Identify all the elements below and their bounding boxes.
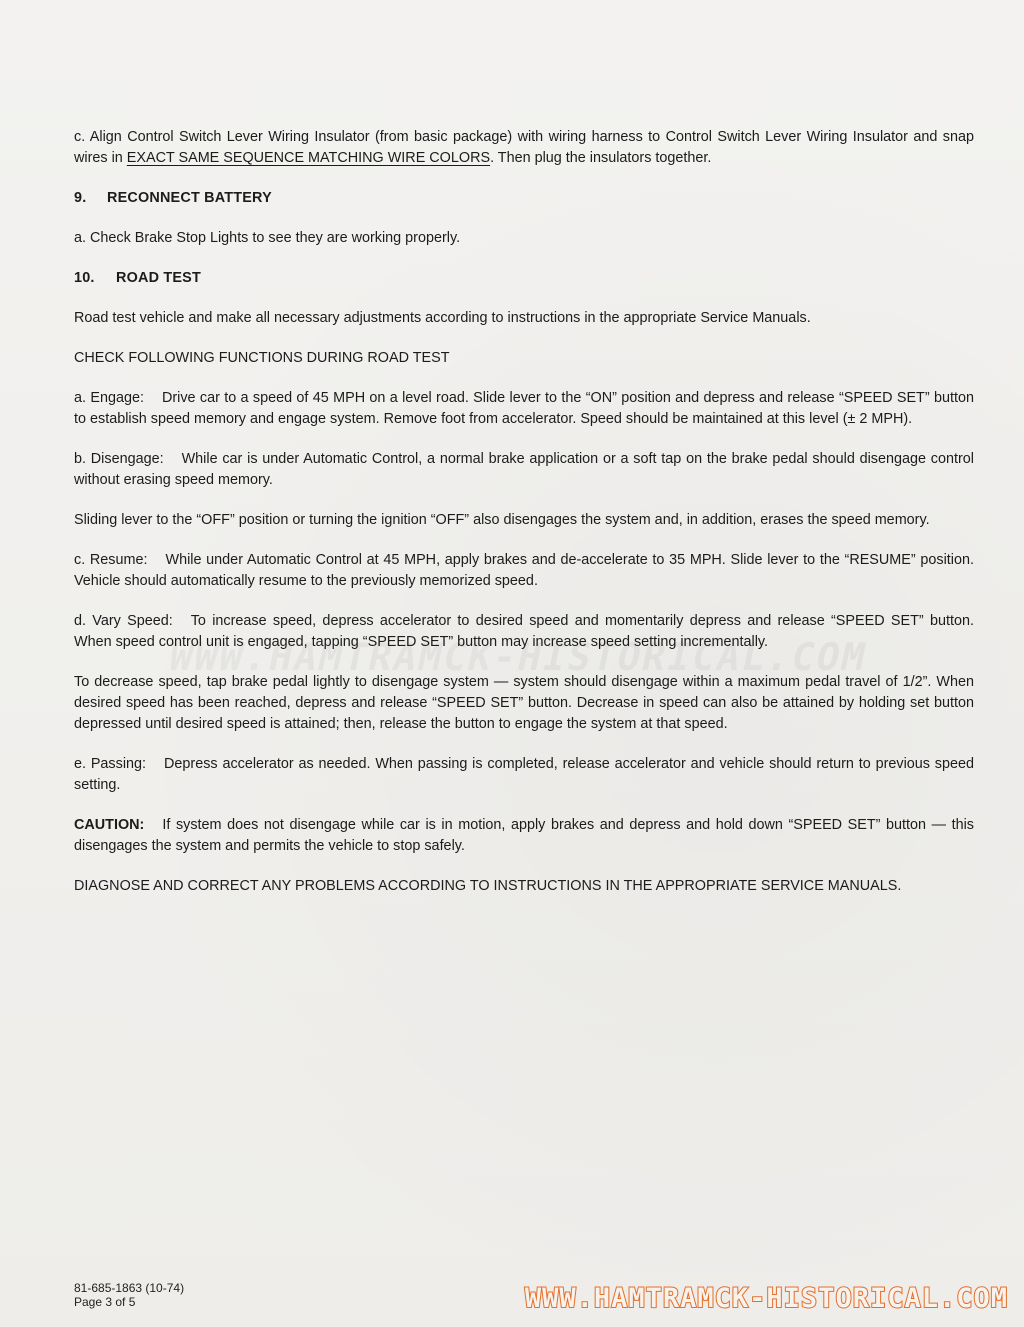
caution-text: If system does not disengage while car is in motion, apply brakes and depress and hold down “SPEED SET” button — this disengages the system and permits the vehicle to stop safely. [74,817,974,854]
engage-paragraph [74,388,974,430]
website-watermark: WWW.HAMTRAMCK-HISTORICAL.COM [524,1283,1008,1314]
section-10-number: 10. [74,270,95,286]
page-footer [74,1281,184,1309]
resume-paragraph [74,550,974,592]
decrease-speed-paragraph: To decrease speed, tap brake pedal lightly to disengage system — system should disengage within a maximum pedal travel of 1/2”. When desired speed has been reached, depress and release “SPEED SET” button. Decrease in speed can also be attained by holding set button depressed until desired speed is attained; then, release the button to engage the system at that speed. [74,674,974,732]
resume-text: While under Automatic Control at 45 MPH, apply brakes and de-accelerate to 35 MPH. Slide lever to the “RESUME” position. Vehicle should automatically resume to the previously memorized speed. [74,552,974,589]
section-9-number: 9. [74,190,87,206]
road-test-intro: Road test vehicle and make all necessary adjustments according to instructions in the appropriate Service Manuals. [74,310,811,326]
disengage-text: While car is under Automatic Control, a normal brake application or a soft tap on the brake pedal should disengage control without erasing speed memory. [74,451,974,488]
passing-label: e. Passing: [74,756,147,772]
step-c-paragraph [74,127,974,169]
section-9-title: RECONNECT BATTERY [107,190,272,206]
disengage-label: b. Disengage: [74,451,164,467]
caution-label: CAUTION: [74,817,145,833]
check-functions-heading: CHECK FOLLOWING FUNCTIONS DURING ROAD TEST [74,350,450,366]
section-9-heading [74,188,974,209]
passing-paragraph [74,754,974,796]
disengage-paragraph [74,449,974,491]
document-body [74,127,974,916]
document-number: 81-685-1863 (10-74) [74,1281,185,1295]
section-9-item-a: a. Check Brake Stop Lights to see they are working properly. [74,230,461,246]
step-c-text: c. Align Control Switch Lever Wiring Insulator (from basic package) with wiring harness to Control Switch Lever Wiring Insulator and snap wires in [74,129,974,166]
wire-colors-emphasis: EXACT SAME SEQUENCE MATCHING WIRE COLORS [126,150,491,166]
diagnose-paragraph: DIAGNOSE AND CORRECT ANY PROBLEMS ACCORDING TO INSTRUCTIONS IN THE APPROPRIATE SERVICE MANUALS. [74,878,902,894]
section-10-heading [74,268,974,289]
vary-speed-text: To increase speed, depress accelerator to desired speed and momentarily depress and release “SPEED SET” button. When speed control unit is engaged, tapping “SPEED SET” button may increase speed setting incrementally. [74,613,974,650]
vary-speed-paragraph [74,611,974,653]
sliding-lever-paragraph: Sliding lever to the “OFF” position or turning the ignition “OFF” also disengages the system and, in addition, erases the speed memory. [74,512,930,528]
page-number: Page 3 of 5 [74,1295,136,1309]
engage-label: a. Engage: [74,390,144,406]
resume-label: c. Resume: [74,552,148,568]
vary-speed-label: d. Vary Speed: [74,613,173,629]
engage-text: Drive car to a speed of 45 MPH on a level road. Slide lever to the “ON” position and depress and release “SPEED SET” button to establish speed memory and engage system. Remove foot from accelerator. Speed should be maintained at this level (± 2 MPH). [74,390,974,427]
passing-text: Depress accelerator as needed. When passing is completed, release accelerator and vehicle should return to previous speed setting. [74,756,975,793]
section-10-title: ROAD TEST [116,270,201,286]
caution-paragraph [74,815,974,857]
step-c-text-end: . Then plug the insulators together. [490,150,712,166]
